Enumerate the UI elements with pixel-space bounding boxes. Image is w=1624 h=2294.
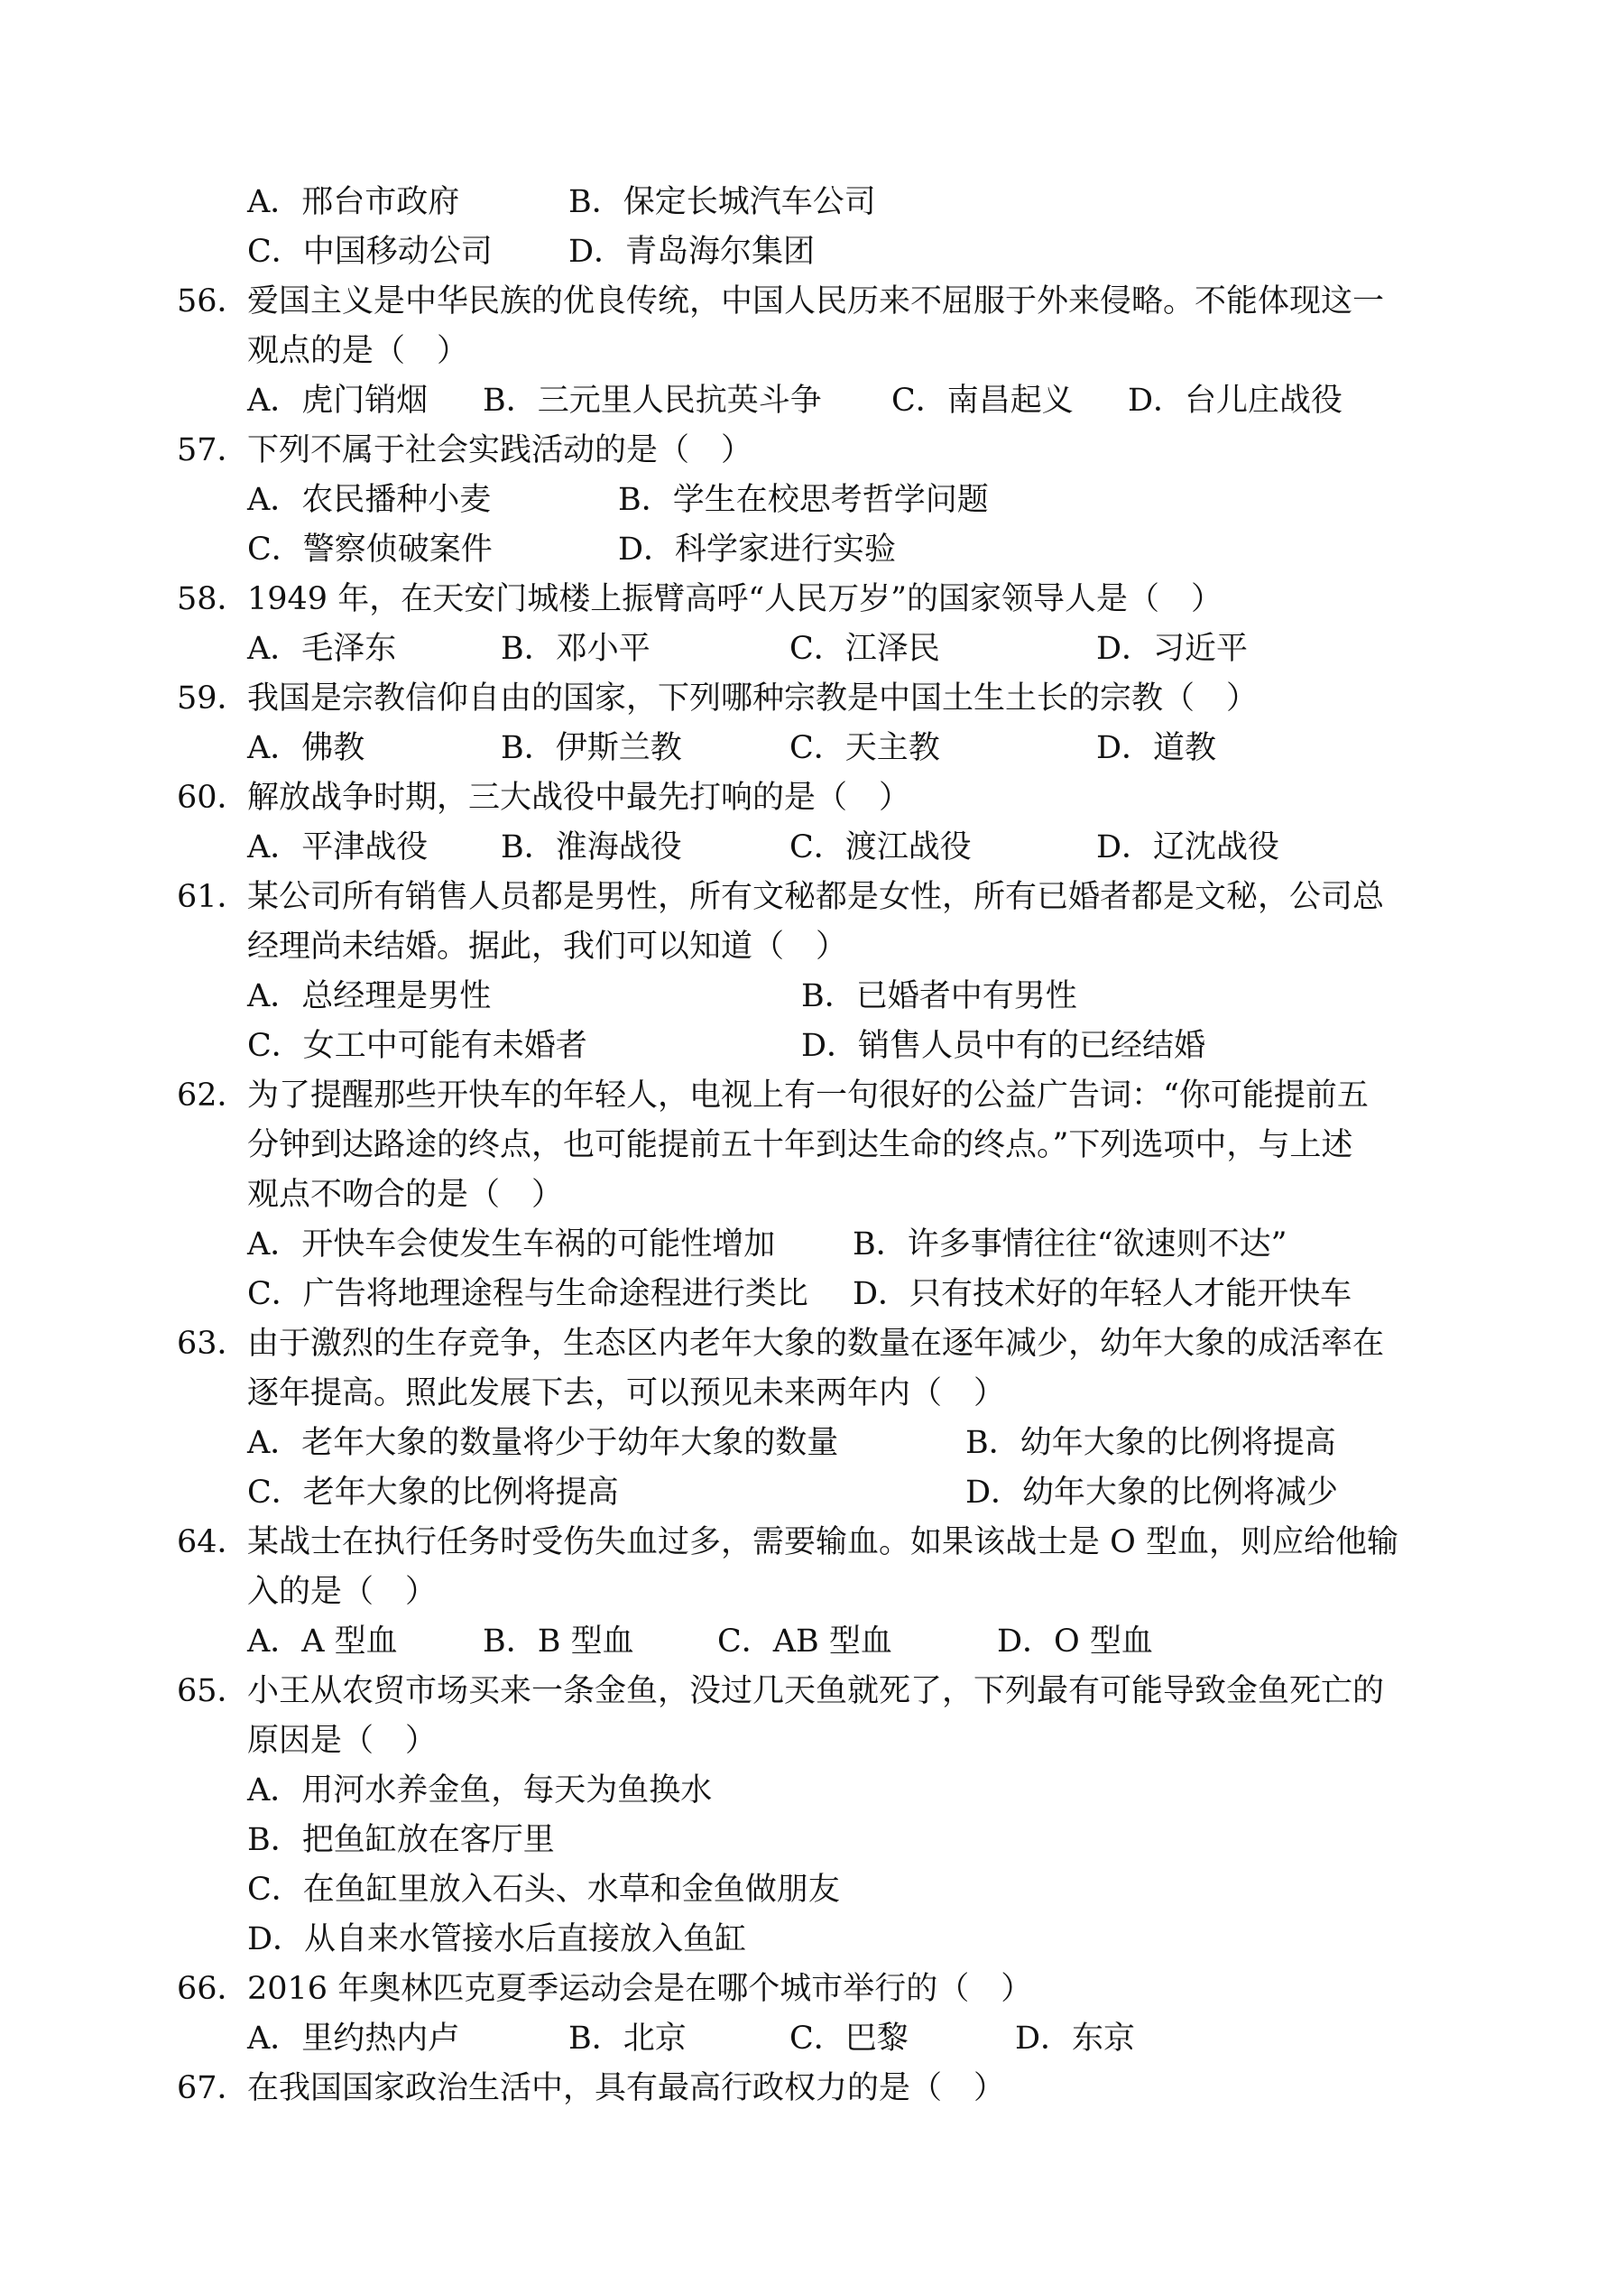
q57-text: 下列不属于社会实践活动的是（ ） bbox=[247, 432, 753, 468]
q58-text: 1949 年，在天安门城楼上振臂高呼“人民万岁”的国家领导人是（ ） bbox=[247, 581, 1223, 617]
q56-text: 观点的是（ ） bbox=[247, 333, 469, 369]
q61-option-b: B．已婚者中有男性 bbox=[801, 978, 1077, 1014]
q58-option-d: D．习近平 bbox=[1096, 631, 1249, 667]
q63-option-d: D．幼年大象的比例将减少 bbox=[965, 1475, 1339, 1511]
q66-option-d: D．东京 bbox=[1015, 2021, 1136, 2057]
q55-option-a: A．邢台市政府 bbox=[247, 184, 460, 220]
q56-option-c: C．南昌起义 bbox=[891, 383, 1074, 419]
q60-number: 60． bbox=[177, 780, 249, 816]
q62-option-c: C．广告将地理途程与生命途程进行类比 bbox=[247, 1276, 808, 1312]
q59-number: 59． bbox=[177, 680, 249, 717]
q65-option-d: D．从自来水管接水后直接放入鱼缸 bbox=[247, 1921, 747, 1957]
q59-option-b: B．伊斯兰教 bbox=[501, 730, 682, 766]
q66-text: 2016 年奥林匹克夏季运动会是在哪个城市举行的（ ） bbox=[247, 1971, 1033, 2007]
q66-number: 66． bbox=[177, 1971, 249, 2007]
q64-option-b: B．B 型血 bbox=[483, 1623, 634, 1660]
q62-text: 为了提醒那些开快车的年轻人，电视上有一句很好的公益广告词：“你可能提前五 bbox=[247, 1078, 1369, 1114]
q60-option-b: B．淮海战役 bbox=[501, 829, 682, 865]
q63-number: 63． bbox=[177, 1326, 249, 1362]
q55-option-b: B．保定长城汽车公司 bbox=[568, 184, 876, 220]
q63-text: 逐年提高。照此发展下去，可以预见未来两年内（ ） bbox=[247, 1375, 1006, 1411]
q62-number: 62． bbox=[177, 1078, 249, 1114]
q65-option-c: C．在鱼缸里放入石头、水草和金鱼做朋友 bbox=[247, 1872, 840, 1908]
q64-text: 入的是（ ） bbox=[247, 1574, 438, 1610]
q67-number: 67． bbox=[177, 2070, 249, 2106]
q61-number: 61． bbox=[177, 879, 249, 915]
q66-option-b: B．北京 bbox=[568, 2021, 687, 2057]
q63-option-c: C．老年大象的比例将提高 bbox=[247, 1475, 619, 1511]
q63-text: 由于激烈的生存竞争，生态区内老年大象的数量在逐年减少，幼年大象的成活率在 bbox=[247, 1326, 1385, 1362]
q62-text: 观点不吻合的是（ ） bbox=[247, 1177, 564, 1213]
q64-option-c: C．AB 型血 bbox=[717, 1623, 892, 1660]
q59-option-c: C．天主教 bbox=[789, 730, 940, 766]
q56-option-d: D．台儿庄战役 bbox=[1128, 383, 1343, 419]
q59-option-a: A．佛教 bbox=[247, 730, 365, 766]
q61-option-a: A．总经理是男性 bbox=[247, 978, 492, 1014]
q66-option-a: A．里约热内卢 bbox=[247, 2021, 460, 2057]
q64-option-a: A．A 型血 bbox=[247, 1623, 398, 1660]
q65-option-b: B．把鱼缸放在客厅里 bbox=[247, 1822, 555, 1858]
q58-option-b: B．邓小平 bbox=[501, 631, 651, 667]
q66-option-c: C．巴黎 bbox=[789, 2021, 909, 2057]
q64-option-d: D．O 型血 bbox=[997, 1623, 1153, 1660]
q64-text: 某战士在执行任务时受伤失血过多，需要输血。如果该战士是 O 型血，则应给他输 bbox=[247, 1524, 1398, 1560]
q59-option-d: D．道教 bbox=[1096, 730, 1217, 766]
q57-option-d: D．科学家进行实验 bbox=[618, 532, 897, 568]
q55-option-d: D．青岛海尔集团 bbox=[568, 234, 816, 270]
q57-option-a: A．农民播种小麦 bbox=[247, 482, 492, 518]
q62-option-a: A．开快车会使发生车祸的可能性增加 bbox=[247, 1226, 776, 1263]
q61-text: 某公司所有销售人员都是男性，所有文秘都是女性，所有已婚者都是文秘，公司总 bbox=[247, 879, 1385, 915]
q58-option-a: A．毛泽东 bbox=[247, 631, 397, 667]
q60-text: 解放战争时期，三大战役中最先打响的是（ ） bbox=[247, 780, 911, 816]
q61-option-d: D．销售人员中有的已经结婚 bbox=[801, 1028, 1206, 1064]
q57-option-b: B．学生在校思考哲学问题 bbox=[618, 482, 989, 518]
q60-option-a: A．平津战役 bbox=[247, 829, 429, 865]
q61-text: 经理尚未结婚。据此，我们可以知道（ ） bbox=[247, 929, 848, 965]
q63-option-a: A．老年大象的数量将少于幼年大象的数量 bbox=[247, 1425, 839, 1461]
q62-text: 分钟到达路途的终点，也可能提前五十年到达生命的终点。”下列选项中，与上述 bbox=[247, 1127, 1353, 1163]
q55-option-c: C．中国移动公司 bbox=[247, 234, 493, 270]
q65-option-a: A．用河水养金鱼，每天为鱼换水 bbox=[247, 1772, 713, 1808]
q56-number: 56． bbox=[177, 283, 249, 319]
q57-number: 57． bbox=[177, 432, 249, 468]
q65-text: 小王从农贸市场买来一条金鱼，没过几天鱼就死了，下列最有可能导致金鱼死亡的 bbox=[247, 1673, 1385, 1709]
q57-option-c: C．警察侦破案件 bbox=[247, 532, 493, 568]
q62-option-b: B．许多事情往往“欲速则不达” bbox=[853, 1226, 1287, 1263]
q65-text: 原因是（ ） bbox=[247, 1723, 438, 1759]
q58-number: 58． bbox=[177, 581, 249, 617]
q59-text: 我国是宗教信仰自由的国家，下列哪种宗教是中国土生土长的宗教（ ） bbox=[247, 680, 1259, 717]
q67-text: 在我国国家政治生活中，具有最高行政权力的是（ ） bbox=[247, 2070, 1006, 2106]
q56-text: 爱国主义是中华民族的优良传统，中国人民历来不屈服于外来侵略。不能体现这一 bbox=[247, 283, 1385, 319]
q62-option-d: D．只有技术好的年轻人才能开快车 bbox=[853, 1276, 1352, 1312]
q64-number: 64． bbox=[177, 1524, 249, 1560]
q56-option-b: B．三元里人民抗英斗争 bbox=[483, 383, 822, 419]
q63-option-b: B．幼年大象的比例将提高 bbox=[965, 1425, 1336, 1461]
q60-option-d: D．辽沈战役 bbox=[1096, 829, 1280, 865]
q56-option-a: A．虎门销烟 bbox=[247, 383, 429, 419]
q65-number: 65． bbox=[177, 1673, 249, 1709]
q60-option-c: C．渡江战役 bbox=[789, 829, 972, 865]
q58-option-c: C．江泽民 bbox=[789, 631, 940, 667]
q61-option-c: C．女工中可能有未婚者 bbox=[247, 1028, 587, 1064]
